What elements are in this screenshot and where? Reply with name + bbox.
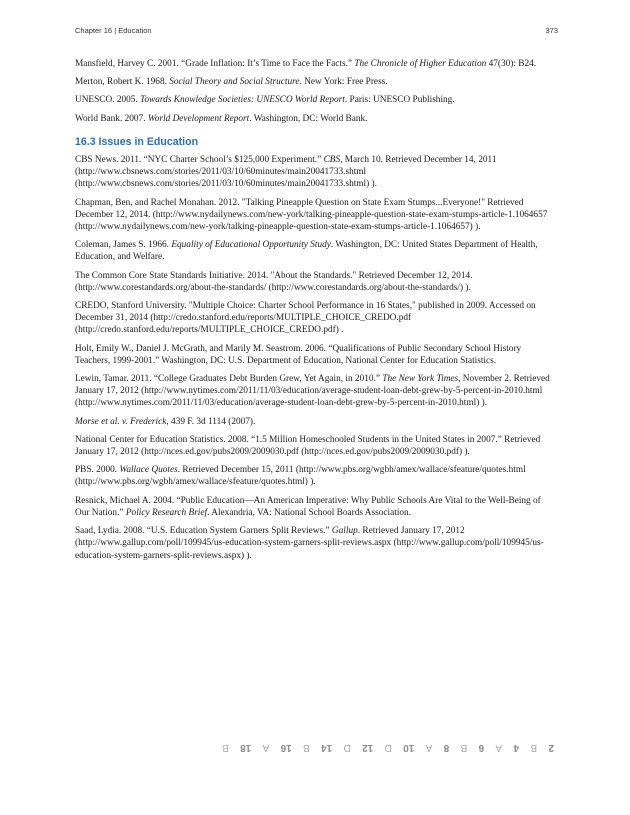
references-content — [75, 58, 557, 568]
answer-key-letter: B — [303, 742, 310, 754]
reference-text: , March 10. Retrieved December 14, 2011 (http://www.cbsnews.com/stories/2011/03/10/60minutes/main20041733.shtml (http://www.cbsnews.com/stories/2011/03/10/60minutes/main20041733.shtml) ). — [75, 155, 497, 190]
reference-title: CBS — [323, 155, 341, 166]
reference-entry — [75, 154, 557, 191]
answer-key-number: 2 — [548, 742, 554, 754]
reference-text: The Common Core State Standards Initiative. 2014. "About the Standards." Retrieved December 12, 2014. (http://www.corestandards.org/about-the-standards/ (http://www.corestandards.org/about-the-standards/) ). — [75, 270, 473, 293]
answer-key-letter: B — [530, 742, 538, 754]
reference-entry — [75, 197, 557, 234]
answer-key-number: 18 — [240, 742, 252, 754]
reference-text: Chapman, Ben, and Rachel Monahan. 2012. "Talking Pineapple Question on State Exam Stumps...Everyone!" Retrieved December 12, 2014. (http://www.nydailynews.com/new-york/talking-pineapple-question-state-exam-stumps-article-1.1064657 (http://www.nydailynews.com/new-york/talking-pineapple-question-state-exam-stumps-article-1.1064657) ). — [75, 197, 548, 233]
reference-text: Holt, Emily W., Daniel J. McGrath, and Marily M. Seastrom. 2006. “Qualifications of Public Secondary School History Teachers, 1999-2001.” Washington, DC: U.S. Department of Education, National Center for Education Statistics. — [75, 343, 522, 366]
reference-entry — [75, 239, 557, 263]
reference-entry — [75, 416, 557, 428]
reference-text: Lewin, Tamar. 2011. “College Graduates Debt Burden Grew, Yet Again, in 2010.” — [75, 374, 383, 385]
reference-entry — [75, 300, 557, 337]
answer-key-number: 14 — [321, 742, 333, 754]
reference-entry — [75, 58, 557, 70]
answer-key-letter: A — [425, 742, 433, 754]
reference-entry — [75, 434, 557, 458]
reference-entry — [75, 525, 557, 562]
chapter-title: Chapter 16 | Education — [75, 26, 152, 35]
answer-key-number: 16 — [280, 742, 292, 754]
reference-text: CBS News. 2011. “NYC Charter School’s $125,000 Experiment.” — [75, 155, 324, 166]
reference-text: Mansfield, Harvey C. 2001. “Grade Inflation: It’s Time to Face the Facts.” — [75, 59, 355, 69]
reference-text: Coleman, James S. 1966. — [75, 240, 172, 251]
reference-text: , November 2. Retrieved January 17, 2012 (http://www.nytimes.com/2011/11/03/education/average-student-loan-debt-grew-by-5-percent-in-2010.html (http://www.nytimes.com/2011/11/03/education/average-student-loan-debt-grew-by-5-percent-in-2010.html) ). — [75, 374, 550, 409]
reference-entry — [75, 270, 557, 294]
answer-key-letter: A — [262, 742, 270, 754]
answer-key-letter: D — [384, 742, 392, 754]
reference-text: World Bank. 2007. — [75, 113, 148, 124]
reference-title: The New York Times — [382, 374, 459, 385]
reference-text: . Paris: UNESCO Publishing. — [344, 95, 455, 106]
answer-key-number: 8 — [443, 742, 450, 754]
reference-title: Towards Knowledge Societies: UNESCO World Report — [140, 95, 345, 106]
reference-title: Gallup — [331, 526, 358, 537]
references-list-previous-section — [75, 58, 557, 125]
reference-text: , 439 F. 3d 1114 (2007). — [166, 416, 256, 427]
reference-text: . Retrieved January 17, 2012 (http://www.gallup.com/poll/109945/us-education-system-garners-split-reviews.aspx (http://www.gallup.com/poll/109945/us-education-system-garners-split-reviews.aspx) ). — [75, 526, 544, 561]
reference-text: CREDO, Stanford University. "Multiple Choice: Charter School Performance in 16 States," published in 2009. Accessed on December 31, 2014 (http://credo.stanford.edu/reports/MULTIPLE_CHOICE_CREDO.pdf (http://credo.stanford.edu/reports/MULTIPLE_CHOICE_CREDO.pdf) . — [75, 301, 536, 336]
reference-text: . New York: Free Press. — [299, 77, 388, 88]
section-heading: 16.3 Issues in Education — [75, 135, 199, 148]
reference-title: Social Theory and Social Structure — [169, 77, 300, 88]
reference-title: Morse et al. v. Frederick — [75, 416, 167, 427]
reference-text: 47(30): B24. — [486, 59, 537, 69]
reference-text: . Alexandria, VA: National School Boards Association. — [207, 507, 412, 518]
answer-key-letter: B — [222, 742, 229, 754]
references-list-issues-in-education — [75, 154, 557, 562]
reference-entry — [75, 113, 557, 125]
answer-key-letter: B — [460, 742, 468, 754]
answer-key-number: 12 — [362, 742, 374, 754]
reference-text: . Washington, DC: United States Department of Health, Education, and Welfare. — [75, 240, 538, 263]
reference-entry — [75, 343, 557, 367]
reference-entry — [75, 373, 557, 410]
reference-title: Wallace Quotes — [119, 465, 178, 476]
page-number: 373 — [545, 26, 558, 35]
reference-text: Resnick, Michael A. 2004. “Public Education—An American Imperative: Why Public Schools Are Vital to the Well-Being of Our Nation.” — [75, 495, 541, 518]
running-header — [75, 26, 558, 38]
answer-key-number: 6 — [478, 742, 485, 754]
reference-title: The Chronicle of Higher Education — [354, 59, 487, 69]
answer-key-number: 4 — [513, 742, 520, 754]
reference-text: . Retrieved December 15, 2011 (http://www.pbs.org/wgbh/amex/wallace/sfeature/quotes.html (http://www.pbs.org/wgbh/amex/wallace/sfeature/quotes.html) ). — [75, 465, 526, 488]
answer-key-letter: D — [343, 742, 351, 754]
reference-text: Saad, Lydia. 2008. “U.S. Education System Garners Split Reviews.” — [75, 526, 332, 537]
reference-title: World Development Report — [147, 113, 250, 124]
reference-text: UNESCO. 2005. — [75, 95, 141, 106]
reference-text: . Washington, DC: World Bank. — [249, 113, 368, 124]
reference-entry — [75, 76, 557, 88]
answer-key-number: 10 — [403, 742, 415, 754]
reference-entry — [75, 495, 557, 519]
reference-title: Equality of Educational Opportunity Study — [171, 240, 331, 251]
answer-key-strip — [222, 741, 554, 755]
reference-entry — [75, 464, 557, 488]
reference-title: Policy Research Brief — [125, 507, 208, 518]
answer-key-letter: A — [495, 742, 503, 754]
reference-text: PBS. 2000. — [75, 465, 120, 476]
reference-entry — [75, 94, 557, 106]
reference-text: National Center for Education Statistics. 2008. “1.5 Million Homeschooled Students in the United States in 2007.” Retrieved January 17, 2012 (http://nces.ed.gov/pubs2009/2009030.pdf (http://nces.ed.gov/pubs2009/2009030.pdf) ). — [75, 434, 541, 458]
reference-text: Merton, Robert K. 1968. — [75, 77, 170, 88]
